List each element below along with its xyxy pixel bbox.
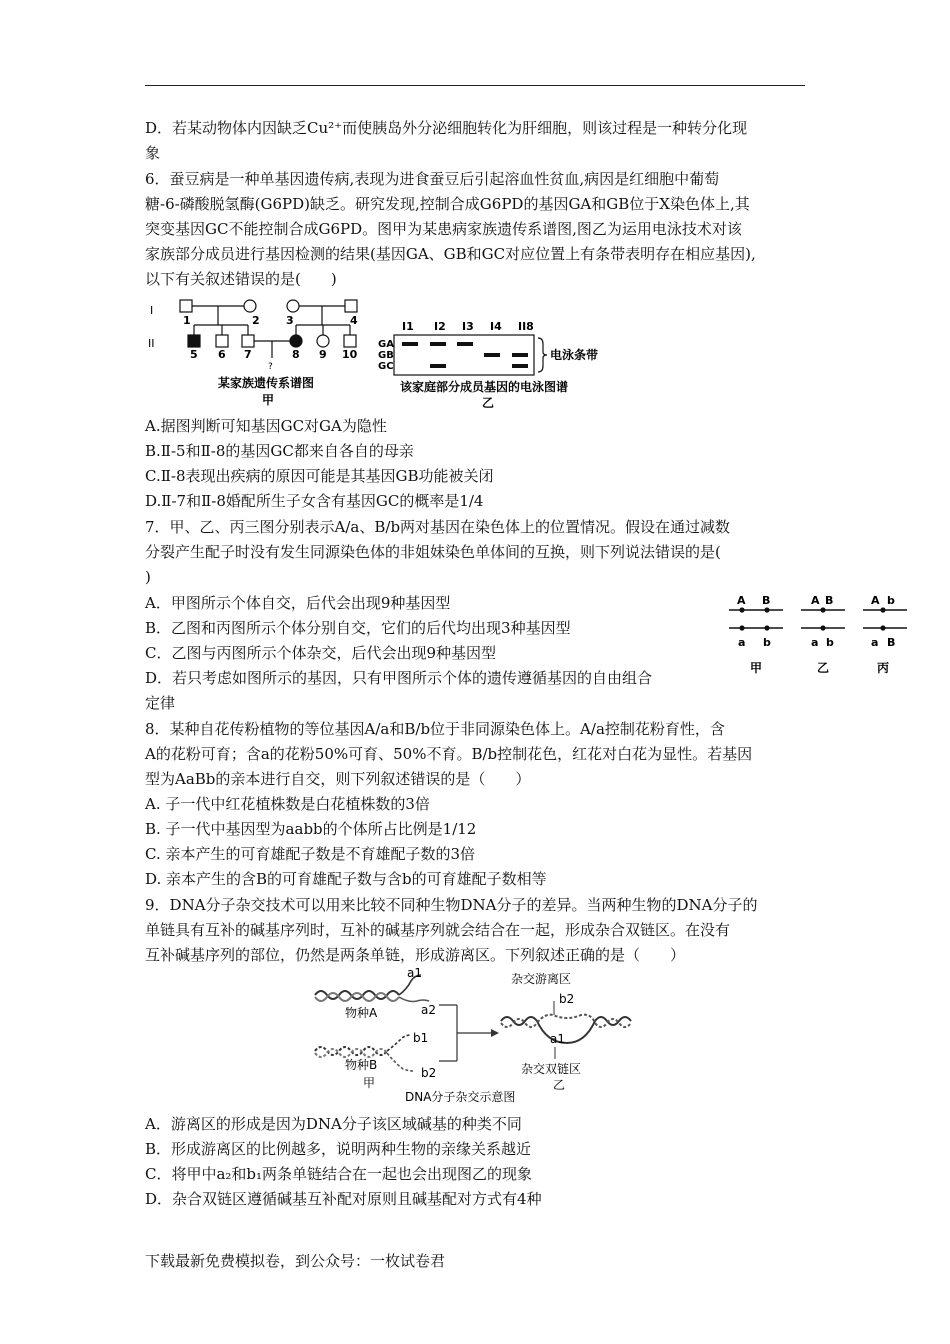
pedigree-figure: [140, 292, 405, 412]
ped-num-2: 2: [252, 314, 260, 327]
pedigree-sub: 甲: [262, 393, 275, 407]
fig-bing: [863, 594, 907, 675]
bing-bottom-2: B: [887, 636, 896, 649]
gel-caption: 该家庭部分成员基因的电泳图谱: [400, 380, 569, 394]
q7-option-c: C．乙图与丙图所示个体杂交，后代会出现9种基因型: [145, 644, 497, 662]
q7-stem-2: 分裂产生配子时没有发生同源染色体的非姐妹染色单体间的互换，则下列说法错误的是(: [145, 543, 721, 561]
lane-II8: II8: [518, 320, 534, 333]
q7-option-d-cont: 定律: [145, 694, 176, 712]
q6-stem-2: 糖-6-磷酸脱氢酶(G6PD)缺乏。研究发现,控制合成G6PD的基因GA和GB位于X染色体上,其: [145, 195, 750, 213]
row-GA: GA: [378, 339, 394, 350]
q6-option-c: C.Ⅱ-8表现出疾病的原因可能是其基因GB功能被关闭: [145, 467, 494, 485]
q9-option-c: C．将甲中a₂和b₁两条单链结合在一起也会出现图乙的现象: [145, 1165, 533, 1183]
question-mark: ?: [268, 362, 273, 372]
fig-jia: [729, 594, 783, 675]
yi-top-2: B: [825, 594, 834, 607]
q6-stem-1: 6．蚕豆病是一种单基因遗传病,表现为进食蚕豆后引起溶血性贫血,病因是红细胞中葡萄: [145, 170, 720, 188]
fig-yi: [801, 594, 845, 675]
q8-stem-2: A的花粉可育；含a的花粉50%可育、50%不育。B/b控制花色，红花对白花为显性。若基因: [145, 745, 753, 763]
lane-I2: I2: [434, 320, 446, 333]
q9-stem-2: 单链具有互补的碱基序列时，互补的碱基序列就会结合在一起，形成杂合双链区。在没有: [145, 921, 731, 939]
jia-bottom-2: b: [763, 636, 771, 649]
ped-num-8: 8: [292, 348, 300, 361]
yi-top-1: A: [811, 594, 820, 607]
q7-stem-1: 7．甲、乙、丙三图分别表示A/a、B/b两对基因在染色体上的位置情况。假设在通过减数: [145, 518, 731, 536]
ped-num-7: 7: [244, 348, 252, 361]
pedigree-caption: 某家族遗传系谱图: [218, 376, 315, 390]
label-yi: 乙: [553, 1078, 566, 1092]
yi-bottom-2: b: [826, 636, 834, 649]
label-free-region: 杂交游离区: [511, 972, 572, 986]
q9-option-a: A．游离区的形成是因为DNA分子该区域碱基的种类不同: [145, 1115, 522, 1133]
q9-option-b: B．形成游离区的比例越多，说明两种生物的亲缘关系越近: [145, 1140, 532, 1158]
label-double-region: 杂交双链区: [521, 1062, 582, 1076]
ped-num-10: 10: [342, 348, 358, 361]
q7-option-d: D．若只考虑如图所示的基因，只有甲图所示个体的遗传遵循基因的自由组合: [145, 669, 653, 687]
bing-bottom-1: a: [871, 636, 879, 649]
q9-option-d: D．杂合双链区遵循碱基互补配对原则且碱基配对方式有4种: [145, 1190, 542, 1208]
dna-hybrid-figure: [305, 965, 645, 1105]
lane-I1: I1: [402, 320, 414, 333]
ped-num-6: 6: [218, 348, 226, 361]
q8-option-b: B. 子一代中基因型为aabb的个体所占比例是1/12: [145, 820, 477, 838]
q7-stem-3: ): [145, 568, 151, 586]
q8-option-d: D. 亲本产生的含B的可育雄配子数与含b的可育雄配子数相等: [145, 870, 547, 888]
q7-option-b: B．乙图和丙图所示个体分别自交，它们的后代均出现3种基因型: [145, 619, 571, 637]
gen1-label: I: [150, 304, 154, 317]
q6-stem-4: 家族部分成员进行基因检测的结果(基因GA、GB和GC对应位置上有条带表明存在相应基因),: [145, 245, 756, 263]
yi-bottom-1: a: [811, 636, 819, 649]
jia-top-2: B: [762, 594, 771, 607]
lane-I3: I3: [462, 320, 474, 333]
band-label: 电泳条带: [550, 348, 599, 362]
label-jia: 甲: [363, 1076, 376, 1090]
label-b2: b2: [421, 1066, 437, 1080]
q9-stem-1: 9．DNA分子杂交技术可以用来比较不同种生物DNA分子的差异。当两种生物的DNA分子的: [145, 896, 758, 914]
lane-I4: I4: [490, 320, 502, 333]
row-GC: GC: [378, 361, 394, 372]
q5-option-d-cont: 象: [145, 144, 161, 162]
label-a2: a2: [421, 1003, 436, 1017]
q6-option-b: B.Ⅱ-5和Ⅱ-8的基因GC都来自各自的母亲: [145, 442, 414, 460]
gel-figure: [372, 318, 622, 412]
ped-num-3: 3: [286, 314, 294, 327]
label-b2-hybrid: b2: [559, 992, 575, 1006]
footer-note: 下载最新免费模拟卷，到公众号：一枚试卷君: [145, 1252, 446, 1270]
q6-stem-3: 突变基因GC不能控制合成G6PD。图甲为某患病家族遗传系谱图,图乙为运用电泳技术对该: [145, 220, 742, 238]
ped-num-5: 5: [190, 348, 198, 361]
jia-top-1: A: [737, 594, 746, 607]
ped-num-9: 9: [319, 348, 327, 361]
q9-stem-3: 互补碱基序列的部位，仍然是两条单链，形成游离区。下列叙述正确的是（ ）: [145, 946, 686, 964]
gen2-label: II: [148, 337, 155, 350]
ped-num-4: 4: [350, 314, 358, 327]
ped-num-1: 1: [183, 314, 191, 327]
bing-top-2: b: [887, 594, 895, 607]
q8-stem-3: 型为AaBb的亲本进行自交，则下列叙述错误的是（ ）: [145, 770, 531, 788]
q6-option-d: D.Ⅱ-7和Ⅱ-8婚配所生子女含有基因GC的概率是1/4: [145, 492, 484, 510]
q6-option-a: A.据图判断可知基因GC对GA为隐性: [145, 417, 387, 435]
jia-label: 甲: [750, 661, 763, 675]
bing-top-1: A: [871, 594, 880, 607]
chromosome-figures: [725, 590, 915, 680]
yi-label: 乙: [817, 661, 830, 675]
label-species-a: 物种A: [345, 1006, 378, 1020]
q6-stem-5: 以下有关叙述错误的是( ): [145, 270, 337, 288]
header-rule: [145, 85, 805, 86]
gel-sub: 乙: [482, 396, 495, 410]
jia-bottom-1: a: [738, 636, 746, 649]
label-species-b: 物种B: [345, 1058, 378, 1072]
q5-option-d: D．若某动物体内因缺乏Cu²⁺而使胰岛外分泌细胞转化为肝细胞，则该过程是一种转分化现: [145, 119, 748, 137]
q8-option-a: A. 子一代中红花植株数是白花植株数的3倍: [145, 795, 430, 813]
q8-stem-1: 8．某种自花传粉植物的等位基因A/a和B/b位于非同源染色体上。A/a控制花粉育性，含: [145, 720, 725, 738]
figure-caption: DNA分子杂交示意图: [405, 1090, 516, 1104]
label-b1: b1: [413, 1031, 429, 1045]
label-a1: a1: [407, 966, 422, 980]
q8-option-c: C. 亲本产生的可育雄配子数是不育雄配子数的3倍: [145, 845, 476, 863]
bing-label: 丙: [877, 661, 890, 675]
label-a1-hybrid: a1: [550, 1032, 565, 1046]
q7-option-a: A．甲图所示个体自交，后代会出现9种基因型: [145, 594, 451, 612]
row-GB: GB: [378, 350, 394, 361]
